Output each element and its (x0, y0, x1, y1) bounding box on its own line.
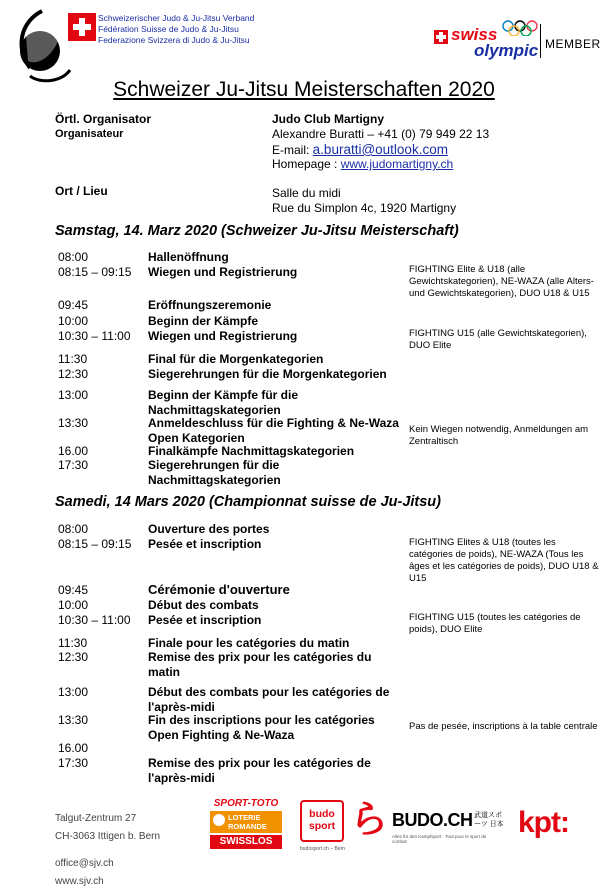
row-event: Remise des prix pour les catégories du matin (148, 650, 372, 679)
swiss-word: swiss (451, 25, 498, 44)
row-event: Anmeldeschluss für die Fighting & Ne-Waza Open Kategorien (148, 416, 399, 445)
schedule-note: FIGHTING U15 (toutes les catégories de poids), DUO Elite (409, 612, 581, 635)
organizer-club: Judo Club Martigny (272, 112, 384, 126)
federation-line: Federazione Svizzera di Judo & Ju-Jitsu (98, 35, 250, 45)
row-event: Début des combats pour les catégories de l'après-midi (148, 685, 390, 714)
budo-ch-logo (392, 810, 510, 850)
federation-names (98, 13, 254, 46)
row-event: Finalkämpfe Nachmittagskategorien (148, 444, 355, 458)
row-event: Fin des inscriptions pour les catégories Open Fighting & Ne-Waza (148, 713, 375, 742)
email-link[interactable]: a.buratti@outlook.com (312, 142, 448, 157)
swisslos-text: SWISSLOS (210, 835, 282, 849)
row-time: 13:30 (58, 713, 89, 727)
page-title: Schweizer Ju-Jitsu Meisterschaften 2020 (113, 78, 495, 101)
row-event: Wiegen und Registrierung (148, 329, 298, 343)
organizer-homepage-line (272, 157, 453, 172)
organizer-contact: Alexandre Buratti – +41 (0) 79 949 22 13 (272, 127, 490, 141)
row-time: 12:30 (58, 650, 89, 664)
loterie-circle-icon (213, 814, 225, 826)
row-time: 13:00 (58, 685, 89, 699)
organizer-label-de: Örtl. Organisator (55, 112, 152, 126)
section-heading-de: Samstag, 14. Marz 2020 (Schweizer Ju-Jitsu Meisterschaft) (55, 223, 459, 239)
row-time: 11:30 (58, 352, 88, 366)
homepage-link[interactable]: www.judomartigny.ch (340, 157, 454, 171)
row-event: Finale pour les catégories du matin (148, 636, 350, 650)
schedule-note: Pas de pesée, inscriptions à la table centrale (409, 721, 598, 732)
schedule-note: FIGHTING Elites & U18 (toutes les catégories de poids), NE-WAZA (Tous les âges et les catégories de poids), DUO U18 & U15 (409, 537, 599, 584)
sporttoto-text: SPORT-TOTO (213, 798, 279, 809)
address-line: CH-3063 Ittigen b. Bern (55, 831, 161, 842)
sjv-judo-logo (12, 6, 102, 86)
row-event: Final für die Morgenkategorien (148, 352, 324, 366)
footer-web-link[interactable]: www.sjv.ch (55, 876, 104, 887)
swiss-cross-icon (434, 30, 448, 44)
budoch-tagline: Alles für den Kampfsport · Tout pour le sport de combat (392, 834, 487, 844)
budosport-word1: budo (309, 808, 335, 820)
address-line: Talgut-Zentrum 27 (55, 813, 137, 824)
row-time: 17:30 (58, 756, 89, 770)
row-time: 08:15 – 09:15 (58, 265, 132, 279)
row-time: 16.00 (58, 444, 89, 458)
sporttoto-swisslos-logo (210, 798, 282, 858)
olympic-word: olympic (474, 41, 539, 60)
budosport-box (300, 800, 344, 842)
budosport-word2: sport (308, 820, 336, 832)
row-time: 08:15 – 09:15 (58, 537, 132, 551)
row-time: 17:30 (58, 458, 89, 472)
row-time: 08:00 (58, 250, 89, 264)
row-time: 13:30 (58, 416, 89, 430)
schedule-note: Kein Wiegen notwendig, Anmeldungen am Zentraltisch (409, 424, 589, 447)
federation-line: Schweizerischer Judo & Ju-Jitsu Verband (98, 13, 255, 23)
kanji-mark-icon: ら (350, 799, 389, 841)
email-prefix: E-mail: (272, 143, 313, 157)
loterie-romande-box (210, 811, 282, 833)
row-event: Remise des prix pour les catégories de l'après-midi (148, 756, 371, 785)
row-time: 09:45 (58, 298, 89, 312)
row-event: Cérémonie d'ouverture (148, 582, 290, 597)
section-heading-fr: Samedi, 14 Mars 2020 (Championnat suisse de Ju-Jitsu) (55, 494, 441, 510)
row-event: Siegerehrungen für die Nachmittagskategorien (148, 458, 281, 487)
row-event: Pesée et inscription (148, 613, 262, 627)
loterie-text: LOTERIE (228, 813, 261, 822)
row-time: 12:30 (58, 367, 89, 381)
row-event: Beginn der Kämpfe (148, 314, 259, 328)
homepage-prefix: Homepage : (272, 157, 341, 171)
romande-text: ROMANDE (228, 822, 267, 831)
organizer-label-fr: Organisateur (55, 128, 124, 140)
divider (540, 24, 541, 58)
row-event: Beginn der Kämpfe für die Nachmittagskategorien (148, 388, 299, 417)
budosport-url: budosport.ch – Bern (300, 846, 346, 852)
footer-address (55, 812, 160, 844)
footer-email-link[interactable]: office@sjv.ch (55, 858, 114, 869)
budoch-text: BUDO.CH (392, 810, 473, 830)
row-time: 08:00 (58, 522, 89, 536)
kpt-logo: kpt: (518, 806, 569, 839)
federation-line: Fédération Suisse de Judo & Ju-Jitsu (98, 24, 239, 34)
row-event: Siegerehrungen für die Morgenkategorien (148, 367, 387, 381)
row-time: 10:00 (58, 598, 89, 612)
schedule-note: FIGHTING Elite & U18 (alle Gewichtskategorien), NE-WAZA (alle Alters- und Gewichtskategorien), DUO U18 & U15 (409, 264, 594, 299)
row-time: 11:30 (58, 636, 88, 650)
row-time: 09:45 (58, 583, 89, 597)
budoch-japanese: 武道スポーツ 日本 (474, 812, 504, 828)
schedule-note: FIGHTING U15 (alle Gewichtskategorien), DUO Elite (409, 328, 587, 351)
footer-contact (55, 857, 114, 889)
row-time: 10:00 (58, 314, 89, 328)
row-event: Pesée et inscription (148, 537, 262, 551)
row-time: 13:00 (58, 388, 89, 402)
row-event: Début des combats (148, 598, 259, 612)
row-event: Eröffnungszeremonie (148, 298, 272, 312)
swiss-olympic-member-logo (434, 20, 604, 64)
row-event: Ouverture des portes (148, 522, 270, 536)
row-time: 16.00 (58, 741, 89, 755)
row-time: 10:30 – 11:00 (58, 329, 131, 343)
row-time: 10:30 – 11:00 (58, 613, 131, 627)
row-event: Hallenöffnung (148, 250, 229, 264)
organizer-email-line (272, 142, 448, 158)
row-event: Wiegen und Registrierung (148, 265, 298, 279)
venue-line2: Rue du Simplon 4c, 1920 Martigny (272, 201, 457, 215)
venue-label: Ort / Lieu (55, 184, 108, 198)
budosport-logo (300, 799, 389, 856)
member-label: MEMBER (545, 37, 601, 51)
venue-line1: Salle du midi (272, 186, 341, 200)
